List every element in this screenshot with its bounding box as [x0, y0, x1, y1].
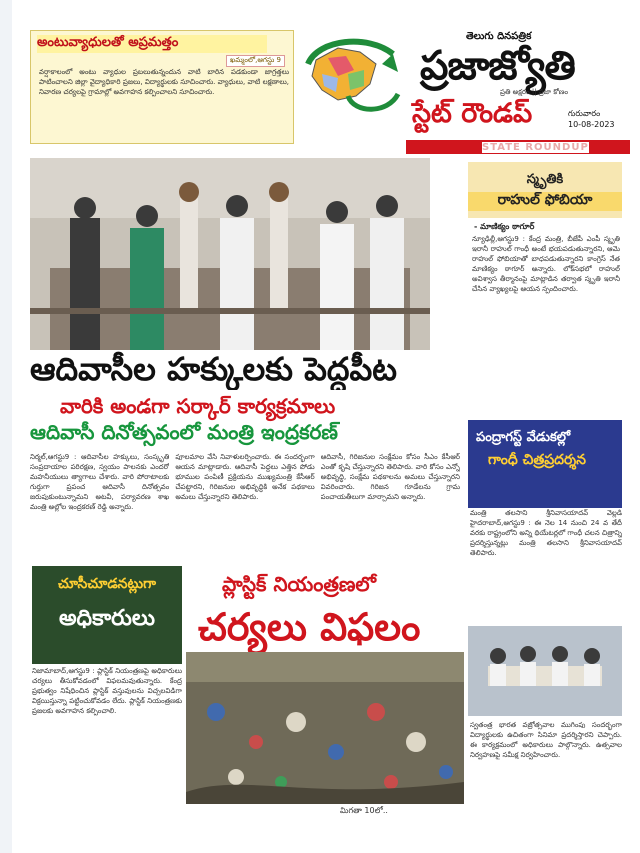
lower-box-title-line1: చూసీచూడనట్లుగా [57, 576, 157, 592]
side-story-2-title-line2: గాంధీ చిత్రప్రదర్శన [488, 452, 586, 468]
date-box [568, 108, 615, 130]
issue-date: 10-08-2023 [568, 120, 615, 129]
paper-subtitle: తెలుగు దినపత్రిక [466, 31, 532, 42]
plastic-continued-note: మిగతా 10లో.. [340, 806, 388, 815]
main-article-col-2: పూలమాల వేసి నివాళులర్పించారు. ఈ సందర్భంగా ఆయన మాట్లాడారు. ఆదివాసీ పెద్దలు ఎత్తిన పోడు భూముల పంపిణీ ప్రక్రియను ముఖ్యమంత్రి కేసీఆర్ చేపట్టారని, గిరిజనుల అభివృద్ధికి అనేక పథకాలు అమలు చేస్తున్నారని తెలిపారు. [175, 453, 315, 501]
garbage-dump-photo [186, 652, 464, 804]
plastic-headline-2: చర్యలు విఫలం [198, 604, 421, 649]
alert-byline: ఖమ్మంలో,ఆగస్టు 9 [226, 55, 285, 67]
paper-tagline: ప్రతి అక్షరం || ప్రజా కోణం [500, 88, 569, 96]
side-story-1-title-line1: స్మృతికి [526, 172, 564, 187]
side-story-2-header [468, 420, 622, 508]
side-story-1 [468, 162, 622, 420]
main-article-col-3: ఆదివాసీ, గిరిజనుల సంక్షేమం కోసం సీఎం కేసీఆర్ ఎంతో కృషి చేస్తున్నారని తెలిపారు. వారి కోసం ఎన్నో అభివృద్ధి, సంక్షేమ పథకాలను అమలు చేస్తున్నారని వివరించారు. గిరిజన గూడేలను గ్రామ పంచాయతీలుగా మార్చామని అన్నారు. [320, 453, 460, 501]
lower-box-title-line2: అధికారులు [58, 606, 156, 631]
alert-title: అంటువ్యాధులతో అప్రమత్తం [37, 35, 267, 53]
side-story-2-text: మంత్రి తలసాని శ్రీనివాసయాదవ్ వెల్లడి హైదరాబాద్,ఆగస్టు9 : ఈ నెల 14 నుంచి 24 వ తేదీ వరకు రాష్ట్రంలోని అన్ని థియేటర్లలో గాంధీ చలన చిత్రాన్ని ప్రదర్శిస్తున్నట్లు మంత్రి తలసాని శ్రీనివాసయాదవ్ తెలిపారు. [470, 509, 622, 557]
side-story-2-text-continued: స్వతంత్ర భారత వజ్రోత్సవాల ముగింపు సందర్భంగా విద్యార్థులకు ఉచితంగా సినిమా ప్రదర్శిస్తారని చెప్పారు. ఈ కార్యక్రమంలో అధికారులు పాల్గొన్నారు. ఉత్సవాల నిర్వహణపై సమీక్ష నిర్వహించారు. [470, 721, 622, 759]
issue-day: గురువారం [568, 109, 601, 118]
section-title: స్టేట్ రౌండప్ [412, 98, 533, 129]
paper-name-logo: ప్రజాజ్యోతి [420, 42, 575, 89]
side-story-1-text: న్యూఢిల్లీ,ఆగస్టు9 : కేంద్ర మంత్రి, బీజేపీ ఎంపీ స్మృతి ఇరానీ రాహుల్ గాంధీ అంటే భయపడుతున్నారని, ఆమె రాహుల్ ఫోబియాతో బాధపడుతున్నారని కాంగ్రెస్ నేత మాణిక్యం ఠాగూర్ అన్నారు. లోక్‌సభలో రాహుల్ అవిశ్వాస తీర్మానంపై మాట్లాడిన తర్వాత స్మృతి ఇరానీ చేసిన వ్యాఖ్యలపై ఆయన స్పందించారు. [472, 235, 620, 293]
meeting-photo [468, 626, 622, 716]
side-story-1-title-line2: రాహుల్ ఫోబియా [468, 192, 622, 211]
main-headline: ఆదివాసీల హక్కులకు పెద్దపీట [30, 350, 397, 388]
side-story-2-title-line1: పంద్రాగస్ట్ వేడుకల్లో [476, 430, 571, 445]
side-story-1-author: - మాణిక్యం ఠాగూర్ [474, 222, 535, 231]
left-margin-strip [0, 0, 12, 853]
alert-box [30, 30, 294, 144]
section-title-english: STATE ROUNDUP [482, 142, 589, 153]
alert-text: వర్షాకాలంలో అంటు వ్యాధుల ప్రబలుతున్నందున వాటి బారిన పడకుండా జాగ్రత్తలు పాటించాలని జిల్లా వైద్యాధికారి ప్రజలు, విద్యార్థులకు సూచించారు. వ్యాధులు, వాటి లక్షణాలు, నివారణ చర్యలపై గ్రామాల్లో అవగాహన కల్పించాలని సూచించారు. [39, 68, 289, 96]
main-photo [30, 158, 430, 350]
telangana-map-logo [298, 34, 406, 120]
lower-story-box [32, 566, 182, 664]
main-article-columns [30, 452, 460, 562]
plastic-headline-1: ప్లాస్టిక్ నియంత్రణలో [222, 572, 377, 596]
sub-headline-1: వారికి అండగా సర్కార్ కార్యక్రమాలు [60, 394, 336, 418]
plastic-article-text: నిజామాబాద్,ఆగస్టు9 : ప్లాస్టిక్ నియంత్రణపై అధికారులు చర్యలు తీసుకోవడంలో విఫలమవుతున్నారు. కేంద్ర ప్రభుత్వం నిషేధించిన ప్లాస్టిక్ వస్తువులను విచ్చలవిడిగా విక్రయిస్తున్నా పట్టించుకోవడం లేదు. ప్లాస్టిక్ నియంత్రణకు ప్రజలకు అవగాహన కల్పించాలి. [32, 667, 182, 715]
main-article-col-1: నిర్మల్,ఆగస్టు9 : ఆదివాసీల హక్కులు, సంస్కృతి సంప్రదాయాల పరిరక్షణ, స్వయం పాలనకు ఎందరో మహనీయులు త్యాగాలు చేశారు. వారి పోరాటాలకు గుర్తుగా ప్రపంచ ఆదివాసీ దినోత్సవం జరుపుకుంటున్నామని అటవీ, పర్యావరణ శాఖ మంత్రి అల్లోల ఇంద్రకరణ్ రెడ్డి అన్నారు. [30, 453, 170, 511]
sub-headline-2: ఆదివాసీ దినోత్సవంలో మంత్రి ఇంద్రకరణ్ [30, 420, 338, 444]
